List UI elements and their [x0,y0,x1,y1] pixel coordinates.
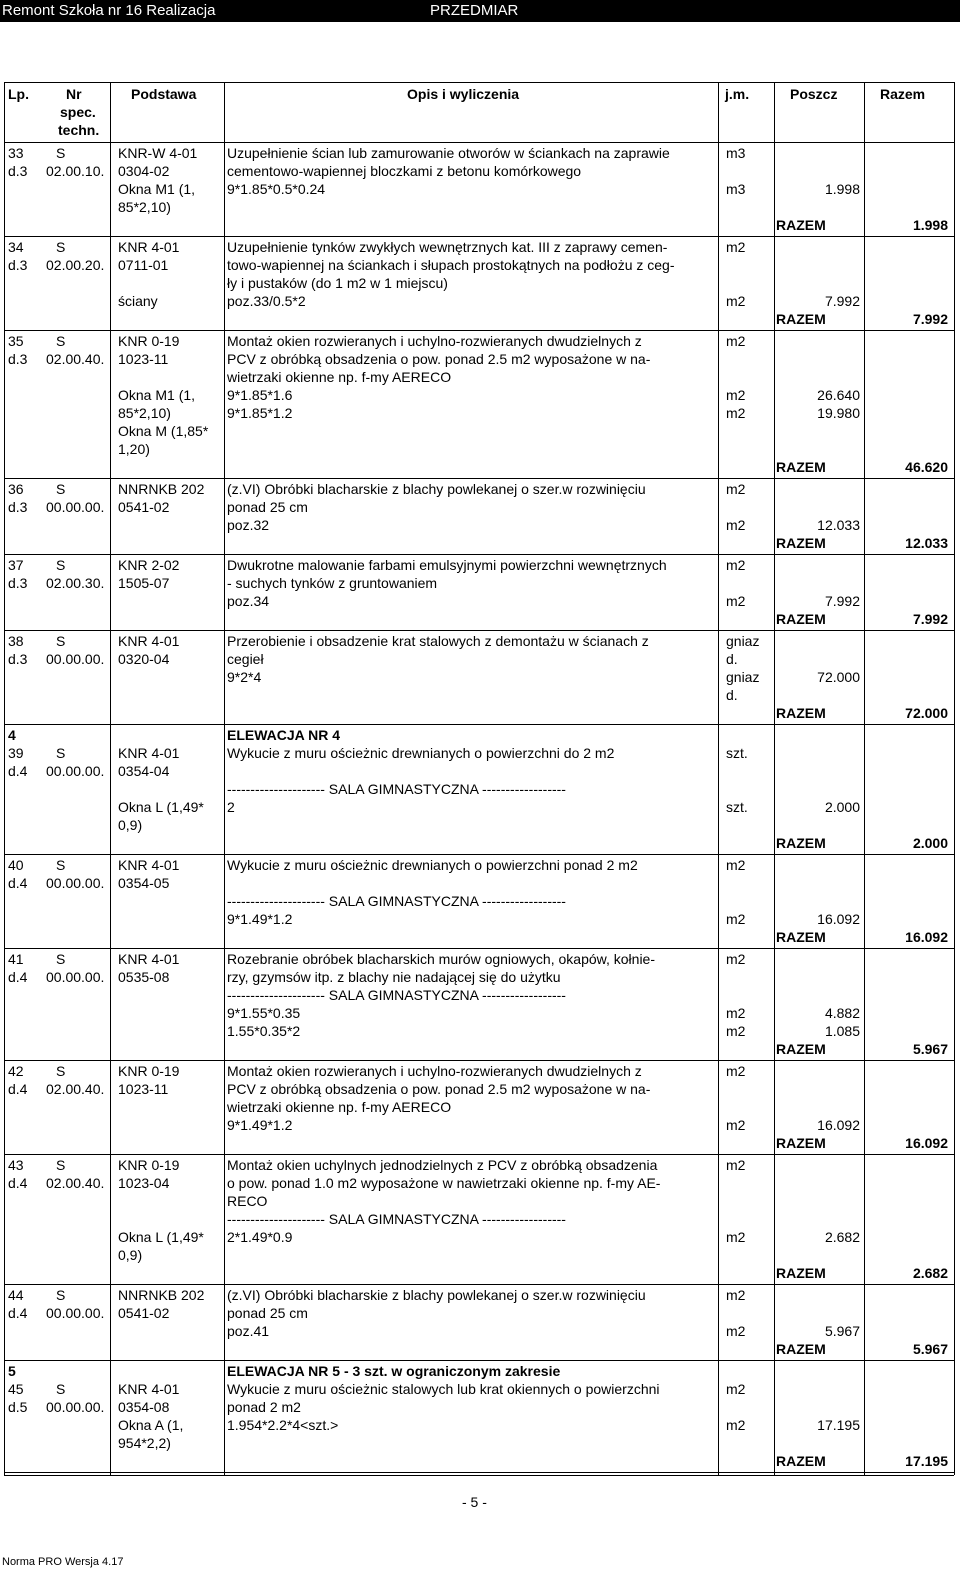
spec-code: d.3 [8,575,28,591]
calc-formula: poz.32 [227,517,270,533]
item-basis: 0354-04 [118,763,170,779]
item-description: PCV z obróbką obsadzenia o pow. ponad 2.5 m2 wyposażone w na- [227,351,651,367]
item-description: ponad 2 m2 [227,1399,301,1415]
calc-value: 7.992 [824,293,860,309]
item-number: 38 [8,633,24,649]
calc-value: 2.000 [824,799,860,815]
spec-code: 02.00.10. [46,163,105,179]
item-basis: KNR 2-02 [118,557,180,573]
software-footer: Norma PRO Wersja 4.17 [2,1556,124,1568]
item-bottom-border [4,1060,954,1061]
item-unit: m2 [726,857,746,873]
item-description: Montaż okien uchylnych jednodzielnych z PCV z obróbką obsadzenia [227,1157,658,1173]
calc-value: 16.092 [817,1117,860,1133]
item-unit: m2 [726,557,746,573]
spec-code: d.4 [8,1305,28,1321]
sum-value: 16.092 [905,1135,948,1151]
calc-value: 26.640 [817,387,860,403]
calc-value: 19.980 [817,405,860,421]
item-description: --------------------- SALA GIMNASTYCZNA ------------------ [227,987,566,1003]
calc-unit: m2 [726,911,746,927]
sum-value: 46.620 [905,459,948,475]
sum-label: RAZEM [776,611,826,627]
sum-value: 1.998 [912,217,948,233]
item-basis: KNR 0-19 [118,333,180,349]
spec-code: S [56,145,66,161]
item-description: ponad 25 cm [227,499,308,515]
spec-code: S [56,951,66,967]
sum-value: 16.092 [905,929,948,945]
col-header-total: Razem [880,86,926,102]
col-header-spec: spec. [60,104,96,120]
sum-label: RAZEM [776,459,826,475]
calc-unit: m2 [726,1023,746,1039]
spec-code: S [56,333,66,349]
item-bottom-border [4,1154,954,1155]
calc-unit: m2 [726,293,746,309]
calc-formula: 1.954*2.2*4<szt.> [227,1417,339,1433]
calc-value: 16.092 [817,911,860,927]
spec-code: 02.00.30. [46,575,105,591]
spec-code: d.4 [8,875,28,891]
column-divider [864,82,865,1475]
item-basis: 1,20) [118,441,150,457]
table-top-border [4,82,954,83]
item-bottom-border [4,236,954,237]
item-number: 41 [8,951,24,967]
sum-label: RAZEM [776,311,826,327]
calc-formula: poz.41 [227,1323,270,1339]
calc-formula: 2*1.49*0.9 [227,1229,293,1245]
item-description: --------------------- SALA GIMNASTYCZNA ------------------ [227,781,566,797]
item-basis: KNR 0-19 [118,1157,180,1173]
calc-unit: gniaz [726,669,760,685]
item-basis: KNR 0-19 [118,1063,180,1079]
item-basis: 1023-11 [118,351,169,367]
item-basis: Okna L (1,49* [118,1229,204,1245]
sum-value: 72.000 [905,705,948,721]
sum-value: 5.967 [912,1341,948,1357]
item-basis: 1023-11 [118,1081,169,1097]
sum-label: RAZEM [776,1041,826,1057]
calc-unit: m2 [726,1417,746,1433]
calc-formula: poz.34 [227,593,270,609]
calc-value: 1.085 [824,1023,860,1039]
column-divider [110,82,111,1475]
calc-formula: poz.33/0.5*2 [227,293,306,309]
col-header-lp: Lp. [8,86,29,102]
calc-unit: szt. [726,799,748,815]
item-description: Dwukrotne malowanie farbami emulsyjnymi powierzchni wewnętrznych [227,557,667,573]
spec-code: 02.00.40. [46,1175,105,1191]
item-description: --------------------- SALA GIMNASTYCZNA ------------------ [227,893,566,909]
spec-code: S [56,481,66,497]
column-divider [954,82,955,1475]
item-description: Uzupełnienie ścian lub zamurowanie otworów w ściankach na zaprawie [227,145,670,161]
spec-code: S [56,1381,66,1397]
spec-code: d.4 [8,1175,28,1191]
item-bottom-border [4,1472,954,1473]
spec-code: 02.00.40. [46,351,105,367]
item-basis: KNR 4-01 [118,745,180,761]
calc-value: 4.882 [824,1005,860,1021]
calc-formula: 1.55*0.35*2 [227,1023,301,1039]
item-unit: m3 [726,145,746,161]
item-basis: NNRNKB 202 [118,1287,205,1303]
item-description: ponad 25 cm [227,1305,308,1321]
sum-label: RAZEM [776,535,826,551]
item-number: 35 [8,333,24,349]
sum-value: 7.992 [912,611,948,627]
item-description: (z.VI) Obróbki blacharskie z blachy powlekanej o szer.w rozwinięciu [227,1287,646,1303]
calc-unit: m3 [726,181,746,197]
item-description: cementowo-wapiennej bloczkami z betonu komórkowego [227,163,582,179]
item-basis: Okna M1 (1, [118,181,196,197]
spec-code: d.3 [8,499,28,515]
item-unit: m2 [726,1063,746,1079]
item-description: Wykucie z muru ościeżnic drewnianych o powierzchni ponad 2 m2 [227,857,638,873]
calc-unit: m2 [726,593,746,609]
col-header-description: Opis i wyliczenia [407,86,520,102]
sum-value: 2.000 [912,835,948,851]
item-basis: 0320-04 [118,651,170,667]
item-description: Przerobienie i obsadzenie krat stalowych z demontażu w ścianach z [227,633,649,649]
calc-unit: d. [726,687,738,703]
spec-code: 00.00.00. [46,1399,105,1415]
calc-unit: m2 [726,387,746,403]
column-divider [718,82,719,1475]
item-number: 44 [8,1287,24,1303]
spec-code: 00.00.00. [46,875,105,891]
spec-code: S [56,1063,66,1079]
sum-label: RAZEM [776,929,826,945]
calc-formula: 9*1.85*1.2 [227,405,293,421]
spec-code: 00.00.00. [46,651,105,667]
calc-formula: 9*1.49*1.2 [227,1117,293,1133]
item-basis: 954*2,2) [118,1435,171,1451]
col-header-spec: techn. [58,122,100,138]
item-basis: KNR-W 4-01 [118,145,198,161]
item-basis: KNR 4-01 [118,857,180,873]
item-unit: m2 [726,481,746,497]
spec-code: S [56,239,66,255]
item-unit: m2 [726,1381,746,1397]
spec-code: 00.00.00. [46,969,105,985]
sum-value: 7.992 [912,311,948,327]
item-basis: Okna M1 (1, [118,387,196,403]
spec-code: S [56,1287,66,1303]
spec-code: S [56,745,66,761]
item-unit: m2 [726,1287,746,1303]
calc-value: 5.967 [824,1323,860,1339]
calc-value: 7.992 [824,593,860,609]
calc-value: 1.998 [824,181,860,197]
calc-unit: m2 [726,1229,746,1245]
spec-code: d.5 [8,1399,28,1415]
item-basis: KNR 4-01 [118,1381,180,1397]
sum-label: RAZEM [776,1341,826,1357]
item-unit: m2 [726,951,746,967]
sum-label: RAZEM [776,1453,826,1469]
item-unit: d. [726,651,738,667]
spec-code: S [56,1157,66,1173]
sum-value: 2.682 [912,1265,948,1281]
item-bottom-border [4,630,954,631]
item-description: --------------------- SALA GIMNASTYCZNA ------------------ [227,1211,566,1227]
calc-unit: m2 [726,1323,746,1339]
item-basis: Okna M (1,85* [118,423,209,439]
item-bottom-border [4,554,954,555]
item-description: PCV z obróbką obsadzenia o pow. ponad 2.5 m2 wyposażone w na- [227,1081,651,1097]
item-bottom-border [4,854,954,855]
spec-code: 00.00.00. [46,1305,105,1321]
item-bottom-border [4,1284,954,1285]
spec-code: d.3 [8,257,28,273]
section-number: 4 [8,727,16,743]
item-basis: 0541-02 [118,1305,170,1321]
col-header-spec: Nr [66,86,82,102]
item-unit: gniaz [726,633,760,649]
item-basis: 0,9) [118,1247,143,1263]
calc-formula: 9*1.85*1.6 [227,387,293,403]
page-number: - 5 - [462,1494,487,1510]
col-header-unit: j.m. [725,86,750,102]
sum-value: 5.967 [912,1041,948,1057]
item-number: 40 [8,857,24,873]
item-number: 43 [8,1157,24,1173]
spec-code: 02.00.20. [46,257,105,273]
spec-code: 02.00.40. [46,1081,105,1097]
spec-code: S [56,857,66,873]
item-basis: 85*2,10) [118,199,171,215]
item-description: wietrzaki okienne np. f-my AERECO [227,1099,452,1115]
item-bottom-border [4,724,954,725]
item-description: ły i pustaków (do 1 m2 w 1 miejscu) [227,275,448,291]
sum-value: 12.033 [905,535,948,551]
column-divider [774,82,775,1475]
spec-code: S [56,633,66,649]
column-divider [4,82,5,1475]
item-basis: 0541-02 [118,499,170,515]
item-basis: 0304-02 [118,163,170,179]
spec-code: d.3 [8,651,28,667]
item-unit: m2 [726,333,746,349]
col-header-partial: Poszcz [790,86,838,102]
spec-code: d.4 [8,969,28,985]
section-number: 5 [8,1363,16,1379]
item-basis: NNRNKB 202 [118,481,205,497]
spec-code: d.4 [8,1081,28,1097]
item-number: 42 [8,1063,24,1079]
spec-code: d.3 [8,163,28,179]
sum-label: RAZEM [776,1265,826,1281]
calc-formula: 9*1.85*0.5*0.24 [227,181,326,197]
calc-formula: 2 [227,799,235,815]
section-title: ELEWACJA NR 4 [227,727,341,743]
item-basis: 0354-08 [118,1399,170,1415]
calc-value: 2.682 [824,1229,860,1245]
item-description: Wykucie z muru ościeżnic drewnianych o powierzchni do 2 m2 [227,745,615,761]
item-description: RECO [227,1193,268,1209]
calc-formula: 9*1.49*1.2 [227,911,293,927]
header-bottom-border [4,142,954,143]
sum-label: RAZEM [776,217,826,233]
sum-label: RAZEM [776,835,826,851]
calc-formula: 9*2*4 [227,669,262,685]
item-description: rzy, gzymsów itp. z blachy nie nadającej się do użytku [227,969,561,985]
item-number: 33 [8,145,24,161]
item-unit: szt. [726,745,748,761]
calc-formula: 9*1.55*0.35 [227,1005,301,1021]
item-basis: KNR 4-01 [118,239,180,255]
item-number: 39 [8,745,24,761]
item-description: o pow. ponad 1.0 m2 wyposażone w nawietrzaki okienne np. f-my AE- [227,1175,661,1191]
item-number: 36 [8,481,24,497]
item-unit: m2 [726,239,746,255]
spec-code: 00.00.00. [46,499,105,515]
calc-unit: m2 [726,405,746,421]
item-basis: 0354-05 [118,875,170,891]
calc-unit: m2 [726,517,746,533]
item-basis: Okna A (1, [118,1417,184,1433]
item-basis: 85*2,10) [118,405,171,421]
spec-code: d.4 [8,763,28,779]
item-basis: ściany [118,293,158,309]
top-bar [0,0,960,22]
spec-code: S [56,557,66,573]
sum-value: 17.195 [905,1453,948,1469]
item-basis: 0,9) [118,817,143,833]
item-bottom-border [4,330,954,331]
item-basis: 1023-04 [118,1175,170,1191]
calc-unit: m2 [726,1005,746,1021]
col-header-basis: Podstawa [131,86,197,102]
item-basis: KNR 4-01 [118,951,180,967]
item-bottom-border [4,1360,954,1361]
sum-label: RAZEM [776,1135,826,1151]
sum-label: RAZEM [776,705,826,721]
item-bottom-border [4,948,954,949]
calc-value: 72.000 [817,669,860,685]
calc-unit: m2 [726,1117,746,1133]
item-description: - suchych tynków z gruntowaniem [227,575,438,591]
spec-code: 00.00.00. [46,763,105,779]
item-basis: 0711-01 [118,257,169,273]
section-title: ELEWACJA NR 5 - 3 szt. w ograniczonym zakresie [227,1363,561,1379]
item-basis: Okna L (1,49* [118,799,204,815]
item-description: Wykucie z muru ościeżnic stalowych lub krat okiennych o powierzchni [227,1381,660,1397]
item-basis: 0535-08 [118,969,170,985]
item-description: wietrzaki okienne np. f-my AERECO [227,369,452,385]
item-description: towo-wapiennej na ściankach i słupach prostokątnych na podłożu z ceg- [227,257,675,273]
item-bottom-border [4,478,954,479]
item-number: 34 [8,239,24,255]
table-bottom-border [4,1475,954,1476]
item-description: Rozebranie obróbek blacharskich murów ogniowych, okapów, kołnie- [227,951,656,967]
item-description: Uzupełnienie tynków zwykłych wewnętrznych kat. III z zaprawy cemen- [227,239,668,255]
document-title: Remont Szkoła nr 16 Realizacja [2,2,216,19]
item-description: Montaż okien rozwieranych i uchylno-rozwieranych dwudzielnych z [227,333,642,349]
calc-value: 12.033 [817,517,860,533]
document-type: PRZEDMIAR [430,2,519,19]
item-description: (z.VI) Obróbki blacharskie z blachy powlekanej o szer.w rozwinięciu [227,481,646,497]
item-number: 37 [8,557,24,573]
item-description: Montaż okien rozwieranych i uchylno-rozwieranych dwudzielnych z [227,1063,642,1079]
item-basis: 1505-07 [118,575,170,591]
item-description: cegieł [227,651,264,667]
item-number: 45 [8,1381,24,1397]
spec-code: d.3 [8,351,28,367]
calc-value: 17.195 [817,1417,860,1433]
item-basis: KNR 4-01 [118,633,180,649]
item-unit: m2 [726,1157,746,1173]
column-divider [224,82,225,1475]
